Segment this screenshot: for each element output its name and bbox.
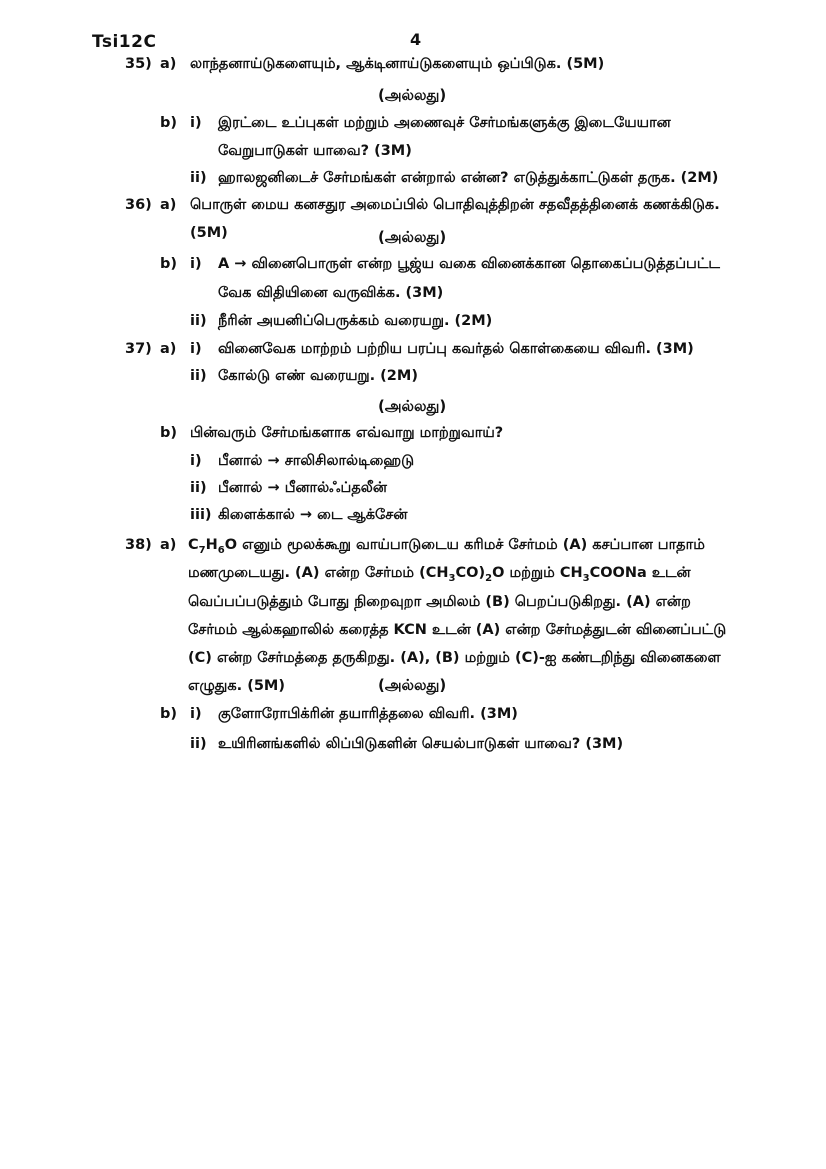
- or-separator-37: (அல்லது): [378, 397, 447, 415]
- q35-b-i-line1: இரட்டை உப்புகள் மற்றும் அணைவுச் சேர்மங்களுக்கு இடையேயான: [218, 115, 671, 131]
- q37-b-ii-label: ii): [190, 480, 207, 496]
- q35-b-ii-text: ஹாலஜனிடைச் சேர்மங்கள் என்றால் என்ன? எடுத்துக்காட்டுகள் தருக. (2M): [218, 170, 719, 186]
- formula-sub-7: 7: [198, 544, 206, 556]
- q38-a-line1: [188, 535, 705, 561]
- q37-b-i-label: i): [190, 453, 202, 469]
- q37-b-iii-label: iii): [190, 507, 212, 523]
- q37-a-i-label: i): [190, 341, 202, 357]
- q38-b-ii-label: ii): [190, 736, 207, 752]
- q38-a-line2-sub2: 2: [485, 572, 493, 584]
- formula-o: O: [224, 537, 238, 553]
- q38-b-ii-text: உயிரினங்களில் லிப்பிடுகளின் செயல்பாடுகள் யாவை? (3M): [218, 736, 624, 752]
- q36-b-label: b): [160, 256, 178, 272]
- q36-a-line2: (5M): [190, 225, 228, 241]
- question-number-37: 37): [125, 341, 152, 357]
- q38-a-line5: (C) என்ற சேர்மத்தை தருகிறது. (A), (B) மற்றும் (C)-ஐ கண்டறிந்து வினைகளை: [188, 650, 721, 666]
- q38-a-line2-mid: CO): [455, 565, 486, 581]
- q38-b-label: b): [160, 706, 178, 722]
- or-separator-35: (அல்லது): [378, 86, 447, 104]
- q37-b-iii-text: கிளைக்கால் → டை ஆக்சேன்: [218, 507, 408, 523]
- formula-h: H: [205, 537, 218, 553]
- q38-a-line2-sub3: 3: [582, 572, 590, 584]
- q36-b-i-label: i): [190, 256, 202, 272]
- q37-a-ii-text: கோல்டு எண் வரையறு. (2M): [218, 368, 418, 384]
- q38-a-line2-pre: மணமுடையது. (A) என்ற சேர்மம் (CH: [188, 565, 449, 581]
- q38-a-line4: சேர்மம் ஆல்கஹாலில் கரைத்த KCN உடன் (A) என்ற சேர்மத்துடன் வினைப்பட்டு: [188, 622, 727, 638]
- q38-a-label: a): [160, 537, 177, 553]
- q38-b-i-text: குளோரோபிக்ரின் தயாரித்தலை விவரி. (3M): [218, 706, 518, 722]
- q38-a-line2-sub1: 3: [448, 572, 456, 584]
- q35-a-label: a): [160, 56, 177, 72]
- q38-b-i-label: i): [190, 706, 202, 722]
- q36-a-line1: பொருள் மைய கனசதுர அமைப்பில் பொதிவுத்திறன் சதவீதத்தினைக் கணக்கிடுக.: [190, 197, 720, 213]
- q38-a-line6: எழுதுக. (5M): [188, 678, 285, 694]
- q36-b-i-line1: A → வினைபொருள் என்ற பூஜ்ய வகை வினைக்கான தொகைப்படுத்தப்பட்ட: [218, 256, 720, 272]
- question-number-36: 36): [125, 197, 152, 213]
- q38-a-line3: வெப்பப்படுத்தும் போது நிறைவுறா அமிலம் (B) பெறப்படுகிறது. (A) என்ற: [188, 594, 691, 610]
- q36-b-ii-text: நீரின் அயனிப்பெருக்கம் வரையறு. (2M): [218, 313, 493, 329]
- q36-a-label: a): [160, 197, 177, 213]
- q35-b-ii-label: ii): [190, 170, 207, 186]
- q35-a-text: லாந்தனாய்டுகளையும், ஆக்டினாய்டுகளையும் ஒப்பிடுக. (5M): [190, 56, 605, 72]
- or-separator-38: (அல்லது): [378, 676, 447, 694]
- question-number-38: 38): [125, 537, 152, 553]
- q38-a-line2-end: COONa உடன்: [589, 565, 691, 581]
- q37-a-ii-label: ii): [190, 368, 207, 384]
- q37-a-label: a): [160, 341, 177, 357]
- q35-b-i-label: i): [190, 115, 202, 131]
- q37-b-ii-text: பீனால் → பீனால்ஃப்தலீன்: [218, 480, 387, 496]
- paper-code: Tsi12C: [92, 32, 157, 52]
- q38-a-line1-rest: எனும் மூலக்கூறு வாய்பாடுடைய கரிமச் சேர்மம் (A) கசப்பான பாதாம்: [237, 537, 705, 553]
- formula-c: C: [188, 537, 199, 553]
- q35-b-i-line2: வேறுபாடுகள் யாவை? (3M): [218, 143, 412, 159]
- q36-b-ii-label: ii): [190, 313, 207, 329]
- q37-b-text: பின்வரும் சேர்மங்களாக எவ்வாறு மாற்றுவாய்?: [190, 425, 504, 441]
- q36-b-i-line2: வேக விதியினை வருவிக்க. (3M): [218, 285, 444, 301]
- formula-sub-6: 6: [217, 544, 225, 556]
- page-number: 4: [410, 30, 422, 49]
- q35-b-label: b): [160, 115, 178, 131]
- question-number-35: 35): [125, 56, 152, 72]
- or-separator-36: (அல்லது): [378, 228, 447, 246]
- q38-a-line2: [188, 563, 691, 589]
- q37-a-i-text: வினைவேக மாற்றம் பற்றிய பரப்பு கவர்தல் கொள்கையை விவரி. (3M): [218, 341, 694, 357]
- q38-a-line2-mid2: O மற்றும் CH: [492, 565, 583, 581]
- q37-b-label: b): [160, 425, 178, 441]
- q37-b-i-text: பீனால் → சாலிசிலால்டிஹைடு: [218, 453, 415, 469]
